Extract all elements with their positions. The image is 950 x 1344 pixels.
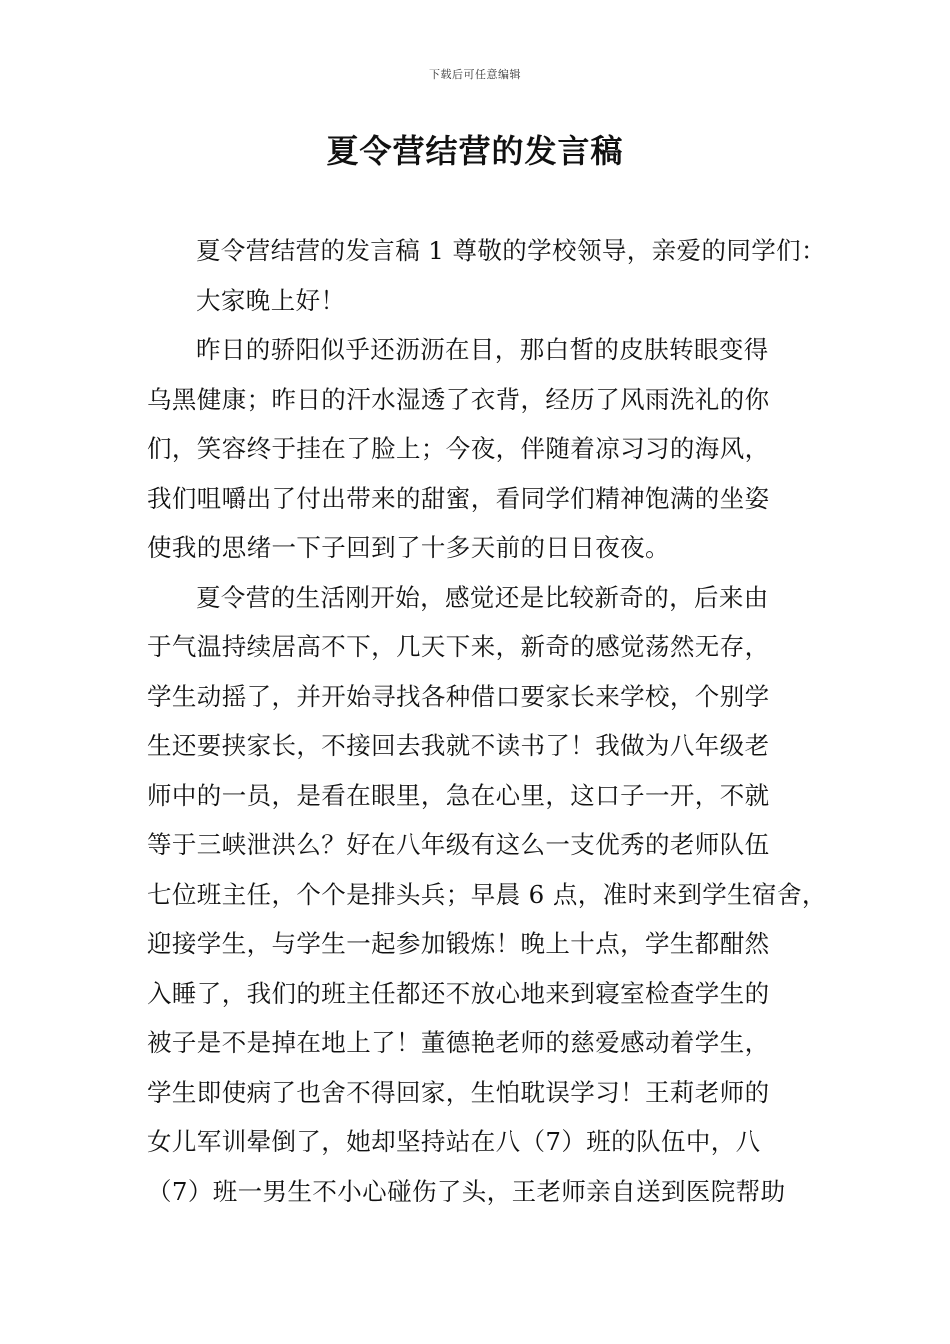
header-note: 下载后可任意编辑: [429, 68, 521, 81]
text-line: 于气温持续居高不下，几天下来，新奇的感觉荡然无存，: [147, 632, 770, 661]
text-line: 被子是不是掉在地上了！董德艳老师的慈爱感动着学生，: [147, 1028, 770, 1057]
document-title: 夏令营结营的发言稿: [326, 132, 624, 170]
text-line: 我们咀嚼出了付出带来的甜蜜，看同学们精神饱满的坐姿: [147, 483, 770, 513]
text-line: 入睡了，我们的班主任都还不放心地来到寝室检查学生的: [147, 978, 770, 1008]
text-line: 女儿军训晕倒了，她却坚持站在八（7）班的队伍中，八: [147, 1127, 761, 1156]
text-line: 生还要挟家长，不接回去我就不读书了！我做为八年级老: [147, 731, 770, 760]
text-line: 大家晚上好！: [196, 285, 346, 315]
text-line: 使我的思绪一下子回到了十多天前的日日夜夜。: [147, 533, 670, 562]
text-line: 乌黑健康；昨日的汗水湿透了衣背，经历了风雨洗礼的你: [147, 384, 770, 414]
text-line: 迎接学生，与学生一起参加锻炼！晚上十点，学生都酣然: [147, 929, 770, 958]
text-line: 师中的一员，是看在眼里，急在心里，这口子一开，不就: [147, 780, 770, 810]
text-line: 夏令营的生活刚开始，感觉还是比较新奇的，后来由: [196, 582, 769, 612]
text-line: 七位班主任，个个是排头兵；早晨 6 点，准时来到学生宿舍，: [147, 879, 827, 909]
body-text: [147, 226, 827, 1216]
text-line: （7）班一男生不小心碰伤了头，王老师亲自送到医院帮助: [147, 1176, 786, 1206]
text-line: 们，笑容终于挂在了脸上；今夜，伴随着凉习习的海风，: [147, 434, 770, 463]
text-line: 等于三峡泄洪么？好在八年级有这么一支优秀的老师队伍: [147, 830, 770, 859]
text-line: 学生即使病了也舍不得回家，生怕耽误学习！王莉老师的: [147, 1077, 770, 1107]
text-line: 昨日的骄阳似乎还沥沥在目，那白皙的皮肤转眼变得: [196, 335, 769, 364]
text-line: 学生动摇了，并开始寻找各种借口要家长来学校，个别学: [147, 681, 770, 711]
text-line: 夏令营结营的发言稿 1 尊敬的学校领导，亲爱的同学们：: [196, 236, 826, 265]
